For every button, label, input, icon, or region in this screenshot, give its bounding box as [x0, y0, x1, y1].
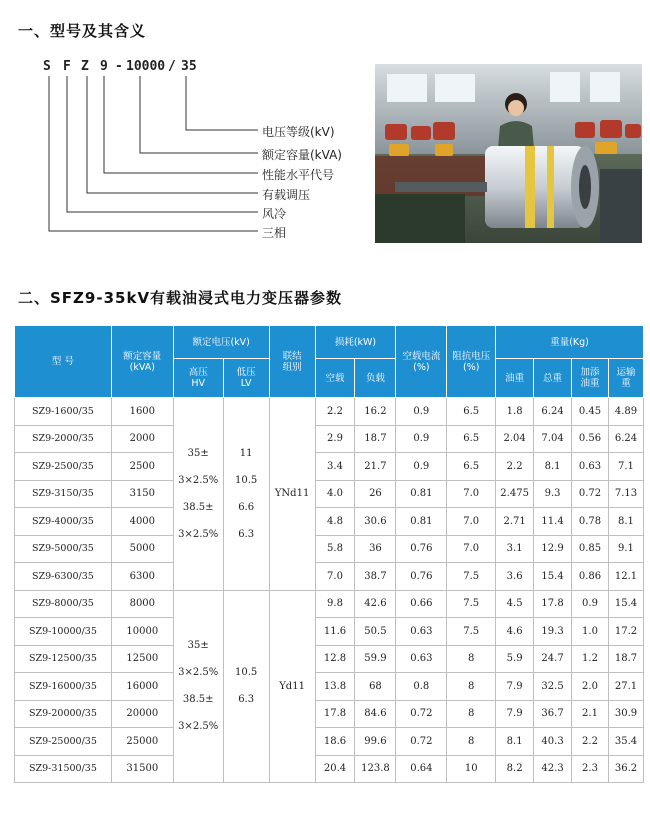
- cell-no-load-loss: 7.0: [315, 563, 355, 591]
- table-row: [15, 508, 644, 536]
- cell-no-load-loss: 4.0: [315, 480, 355, 508]
- cell-oil-weight: 3.1: [496, 535, 534, 563]
- voltage-line: 3×2.5%: [178, 474, 219, 486]
- cell-no-load-loss: 20.4: [315, 755, 355, 783]
- cell-model: SZ9-2000/35: [15, 425, 112, 453]
- cell-model: SZ9-20000/35: [15, 700, 112, 728]
- cell-transport-weight: 7.1: [608, 453, 643, 481]
- cell-model: SZ9-3150/35: [15, 480, 112, 508]
- code-char-9: 9: [100, 59, 108, 74]
- cell-oil-weight: 2.04: [496, 425, 534, 453]
- cell-oil-weight: 5.9: [496, 645, 534, 673]
- cell-transport-weight: 6.24: [608, 425, 643, 453]
- cell-no-load-current: 0.66: [396, 590, 447, 618]
- voltage-line: 38.5±: [182, 694, 214, 706]
- cell-load-loss: 26: [355, 480, 396, 508]
- cell-load-loss: 68: [355, 673, 396, 701]
- col-header-loss: 损耗(kW): [315, 326, 396, 359]
- section-heading-parameters: 二、SFZ9-35kV有载油浸式电力变压器参数: [18, 289, 343, 307]
- voltage-line: 35±: [187, 640, 209, 652]
- cell-impedance: 7.5: [447, 618, 496, 646]
- col-header-total-weight: 总重: [534, 359, 572, 398]
- cell-impedance: 8: [447, 728, 496, 756]
- cell-no-load-current: 0.72: [396, 728, 447, 756]
- cell-no-load-loss: 9.8: [315, 590, 355, 618]
- code-char-f: F: [63, 59, 71, 74]
- cell-capacity: 31500: [111, 755, 173, 783]
- cell-load-loss: 59.9: [355, 645, 396, 673]
- cell-model: SZ9-6300/35: [15, 563, 112, 591]
- cell-load-loss: 42.6: [355, 590, 396, 618]
- cell-no-load-current: 0.76: [396, 563, 447, 591]
- cell-load-loss: 16.2: [355, 398, 396, 426]
- cell-added-oil: 2.3: [572, 755, 609, 783]
- cell-oil-weight: 2.71: [496, 508, 534, 536]
- cell-total-weight: 24.7: [534, 645, 572, 673]
- table-row: [15, 645, 644, 673]
- cell-model: SZ9-2500/35: [15, 453, 112, 481]
- spec-table-body: [15, 398, 644, 783]
- cell-no-load-current: 0.9: [396, 453, 447, 481]
- cell-capacity: 12500: [111, 645, 173, 673]
- cell-no-load-current: 0.63: [396, 645, 447, 673]
- cell-impedance: 7.0: [447, 508, 496, 536]
- cell-oil-weight: 4.6: [496, 618, 534, 646]
- voltage-line: 10.5: [235, 667, 258, 679]
- cell-transport-weight: 30.9: [608, 700, 643, 728]
- bracket-line-voltage: [186, 76, 258, 130]
- cell-added-oil: 0.56: [572, 425, 609, 453]
- code-capacity: 10000: [126, 59, 166, 74]
- cell-model: SZ9-8000/35: [15, 590, 112, 618]
- table-row: [15, 425, 644, 453]
- cell-model: SZ9-12500/35: [15, 645, 112, 673]
- voltage-line: 3×2.5%: [178, 721, 219, 733]
- cell-no-load-loss: 2.2: [315, 398, 355, 426]
- cell-impedance: 10: [447, 755, 496, 783]
- table-row: [15, 673, 644, 701]
- cell-model: SZ9-1600/35: [15, 398, 112, 426]
- cell-added-oil: 0.63: [572, 453, 609, 481]
- cell-load-loss: 18.7: [355, 425, 396, 453]
- cell-model: SZ9-25000/35: [15, 728, 112, 756]
- cell-no-load-current: 0.72: [396, 700, 447, 728]
- cell-oil-weight: 2.475: [496, 480, 534, 508]
- code-char-dash: -: [115, 59, 123, 74]
- cell-model: SZ9-10000/35: [15, 618, 112, 646]
- cell-no-load-current: 0.63: [396, 618, 447, 646]
- legend-rated-capacity: 额定容量(kVA): [262, 148, 342, 162]
- cell-capacity: 16000: [111, 673, 173, 701]
- voltage-line: 3×2.5%: [178, 667, 219, 679]
- col-header-transport-weight: 运输 重: [608, 359, 643, 398]
- cell-load-loss: 84.6: [355, 700, 396, 728]
- cell-load-loss: 30.6: [355, 508, 396, 536]
- transformer-spec-table: [14, 325, 644, 783]
- cell-transport-weight: 17.2: [608, 618, 643, 646]
- table-row: [15, 590, 644, 618]
- cell-total-weight: 32.5: [534, 673, 572, 701]
- table-row: [15, 728, 644, 756]
- cell-oil-weight: 3.6: [496, 563, 534, 591]
- col-header-lv: 低压 LV: [223, 359, 269, 398]
- cell-transport-weight: 12.1: [608, 563, 643, 591]
- voltage-line: 11: [239, 447, 253, 459]
- cell-no-load-loss: 12.8: [315, 645, 355, 673]
- cell-impedance: 8: [447, 700, 496, 728]
- cell-no-load-loss: 2.9: [315, 425, 355, 453]
- table-row: [15, 480, 644, 508]
- cell-impedance: 7.5: [447, 563, 496, 591]
- cell-load-loss: 50.5: [355, 618, 396, 646]
- cell-oil-weight: 8.1: [496, 728, 534, 756]
- cell-total-weight: 15.4: [534, 563, 572, 591]
- cell-model: SZ9-16000/35: [15, 673, 112, 701]
- cell-no-load-current: 0.76: [396, 535, 447, 563]
- cell-no-load-loss: 5.8: [315, 535, 355, 563]
- cell-added-oil: 0.45: [572, 398, 609, 426]
- cell-total-weight: 42.3: [534, 755, 572, 783]
- cell-added-oil: 1.2: [572, 645, 609, 673]
- col-header-load-loss: 负载: [355, 359, 396, 398]
- cell-oil-weight: 1.8: [496, 398, 534, 426]
- table-row: [15, 755, 644, 783]
- cell-no-load-loss: 13.8: [315, 673, 355, 701]
- cell-transport-weight: 8.1: [608, 508, 643, 536]
- cell-total-weight: 9.3: [534, 480, 572, 508]
- cell-connection-merged-2: Yd11: [269, 590, 315, 783]
- cell-capacity: 8000: [111, 590, 173, 618]
- bracket-line-aircooled: [67, 76, 258, 212]
- cell-no-load-current: 0.9: [396, 425, 447, 453]
- cell-oil-weight: 4.5: [496, 590, 534, 618]
- voltage-line: 6.3: [238, 528, 255, 540]
- cell-total-weight: 40.3: [534, 728, 572, 756]
- cell-added-oil: 0.86: [572, 563, 609, 591]
- table-row: [15, 563, 644, 591]
- cell-load-loss: 36: [355, 535, 396, 563]
- voltage-line: 6.3: [238, 694, 255, 706]
- voltage-line: 38.5±: [182, 501, 214, 513]
- code-char-s: S: [43, 59, 51, 74]
- col-header-rated-voltage: 额定电压(kV): [173, 326, 269, 359]
- cell-total-weight: 19.3: [534, 618, 572, 646]
- cell-load-loss: 123.8: [355, 755, 396, 783]
- cell-transport-weight: 9.1: [608, 535, 643, 563]
- cell-capacity: 20000: [111, 700, 173, 728]
- col-header-weight: 重量(Kg): [496, 326, 644, 359]
- table-row: [15, 535, 644, 563]
- cell-capacity: 1600: [111, 398, 173, 426]
- cell-capacity: 3150: [111, 480, 173, 508]
- table-row: [15, 398, 644, 426]
- cell-capacity: 10000: [111, 618, 173, 646]
- col-header-capacity: 额定容量 (kVA): [111, 326, 173, 398]
- cell-added-oil: 0.72: [572, 480, 609, 508]
- cell-impedance: 7.5: [447, 590, 496, 618]
- legend-air-cooled: 风冷: [262, 207, 287, 221]
- cell-no-load-loss: 11.6: [315, 618, 355, 646]
- cell-impedance: 8: [447, 673, 496, 701]
- cell-no-load-loss: 3.4: [315, 453, 355, 481]
- cell-no-load-loss: 4.8: [315, 508, 355, 536]
- cell-transport-weight: 35.4: [608, 728, 643, 756]
- cell-added-oil: 2.1: [572, 700, 609, 728]
- cell-model: SZ9-4000/35: [15, 508, 112, 536]
- voltage-line: 3×2.5%: [178, 528, 219, 540]
- cell-transport-weight: 4.89: [608, 398, 643, 426]
- cell-capacity: 4000: [111, 508, 173, 536]
- cell-no-load-current: 0.8: [396, 673, 447, 701]
- cell-impedance: 6.5: [447, 398, 496, 426]
- col-header-impedance: 阻抗电压 (%): [447, 326, 496, 398]
- cell-load-loss: 21.7: [355, 453, 396, 481]
- cell-no-load-current: 0.9: [396, 398, 447, 426]
- cell-added-oil: 2.2: [572, 728, 609, 756]
- cell-added-oil: 2.0: [572, 673, 609, 701]
- cell-hv-merged-1: [173, 398, 223, 591]
- cell-total-weight: 36.7: [534, 700, 572, 728]
- cell-model: SZ9-31500/35: [15, 755, 112, 783]
- cell-transport-weight: 15.4: [608, 590, 643, 618]
- cell-oil-weight: 2.2: [496, 453, 534, 481]
- legend-three-phase: 三相: [262, 226, 287, 240]
- col-header-hv: 高压 HV: [173, 359, 223, 398]
- cell-lv-merged-1: [223, 398, 269, 591]
- bracket-line-performance: [104, 76, 258, 173]
- cell-no-load-current: 0.64: [396, 755, 447, 783]
- cell-impedance: 7.0: [447, 480, 496, 508]
- cell-no-load-loss: 18.6: [315, 728, 355, 756]
- cell-total-weight: 11.4: [534, 508, 572, 536]
- cell-connection-merged-1: YNd11: [269, 398, 315, 591]
- cell-load-loss: 38.7: [355, 563, 396, 591]
- code-char-slash: /: [168, 59, 176, 74]
- cell-oil-weight: 8.2: [496, 755, 534, 783]
- cell-total-weight: 12.9: [534, 535, 572, 563]
- cell-model: SZ9-5000/35: [15, 535, 112, 563]
- col-header-no-load-current: 空载电流 (%): [396, 326, 447, 398]
- cell-capacity: 2000: [111, 425, 173, 453]
- cell-added-oil: 1.0: [572, 618, 609, 646]
- cell-load-loss: 99.6: [355, 728, 396, 756]
- cell-total-weight: 8.1: [534, 453, 572, 481]
- table-row: [15, 453, 644, 481]
- cell-impedance: 6.5: [447, 425, 496, 453]
- cell-capacity: 2500: [111, 453, 173, 481]
- cell-oil-weight: 7.9: [496, 673, 534, 701]
- cell-total-weight: 6.24: [534, 398, 572, 426]
- section-heading-model-meaning: 一、型号及其含义: [18, 22, 147, 40]
- cell-added-oil: 0.85: [572, 535, 609, 563]
- cell-transport-weight: 36.2: [608, 755, 643, 783]
- voltage-line: 10.5: [235, 474, 258, 486]
- cell-oil-weight: 7.9: [496, 700, 534, 728]
- cell-transport-weight: 7.13: [608, 480, 643, 508]
- cell-capacity: 5000: [111, 535, 173, 563]
- legend-voltage-class: 电压等级(kV): [262, 125, 335, 139]
- code-voltage: 35: [181, 59, 197, 74]
- bracket-line-onload: [87, 76, 258, 193]
- cell-added-oil: 0.9: [572, 590, 609, 618]
- voltage-line: 6.6: [238, 501, 255, 513]
- cell-total-weight: 7.04: [534, 425, 572, 453]
- cell-capacity: 6300: [111, 563, 173, 591]
- cell-hv-merged-2: [173, 590, 223, 783]
- cell-transport-weight: 27.1: [608, 673, 643, 701]
- col-header-model: 型 号: [15, 326, 112, 398]
- table-row: [15, 618, 644, 646]
- col-header-added-oil: 加添 油重: [572, 359, 609, 398]
- legend-performance-code: 性能水平代号: [262, 168, 335, 182]
- col-header-oil-weight: 油重: [496, 359, 534, 398]
- cell-no-load-current: 0.81: [396, 508, 447, 536]
- cell-no-load-loss: 17.8: [315, 700, 355, 728]
- cell-impedance: 8: [447, 645, 496, 673]
- cell-added-oil: 0.78: [572, 508, 609, 536]
- factory-photo: [375, 64, 642, 243]
- col-header-connection: 联结 组别: [269, 326, 315, 398]
- code-char-z: Z: [81, 59, 89, 74]
- cell-transport-weight: 18.7: [608, 645, 643, 673]
- cell-impedance: 7.0: [447, 535, 496, 563]
- voltage-line: 35±: [187, 447, 209, 459]
- cell-lv-merged-2: [223, 590, 269, 783]
- cell-impedance: 6.5: [447, 453, 496, 481]
- cell-total-weight: 17.8: [534, 590, 572, 618]
- cell-capacity: 25000: [111, 728, 173, 756]
- legend-onload-regulation: 有载调压: [262, 188, 311, 202]
- bracket-line-capacity: [140, 76, 258, 153]
- cell-no-load-current: 0.81: [396, 480, 447, 508]
- col-header-no-load-loss: 空载: [315, 359, 355, 398]
- table-row: [15, 700, 644, 728]
